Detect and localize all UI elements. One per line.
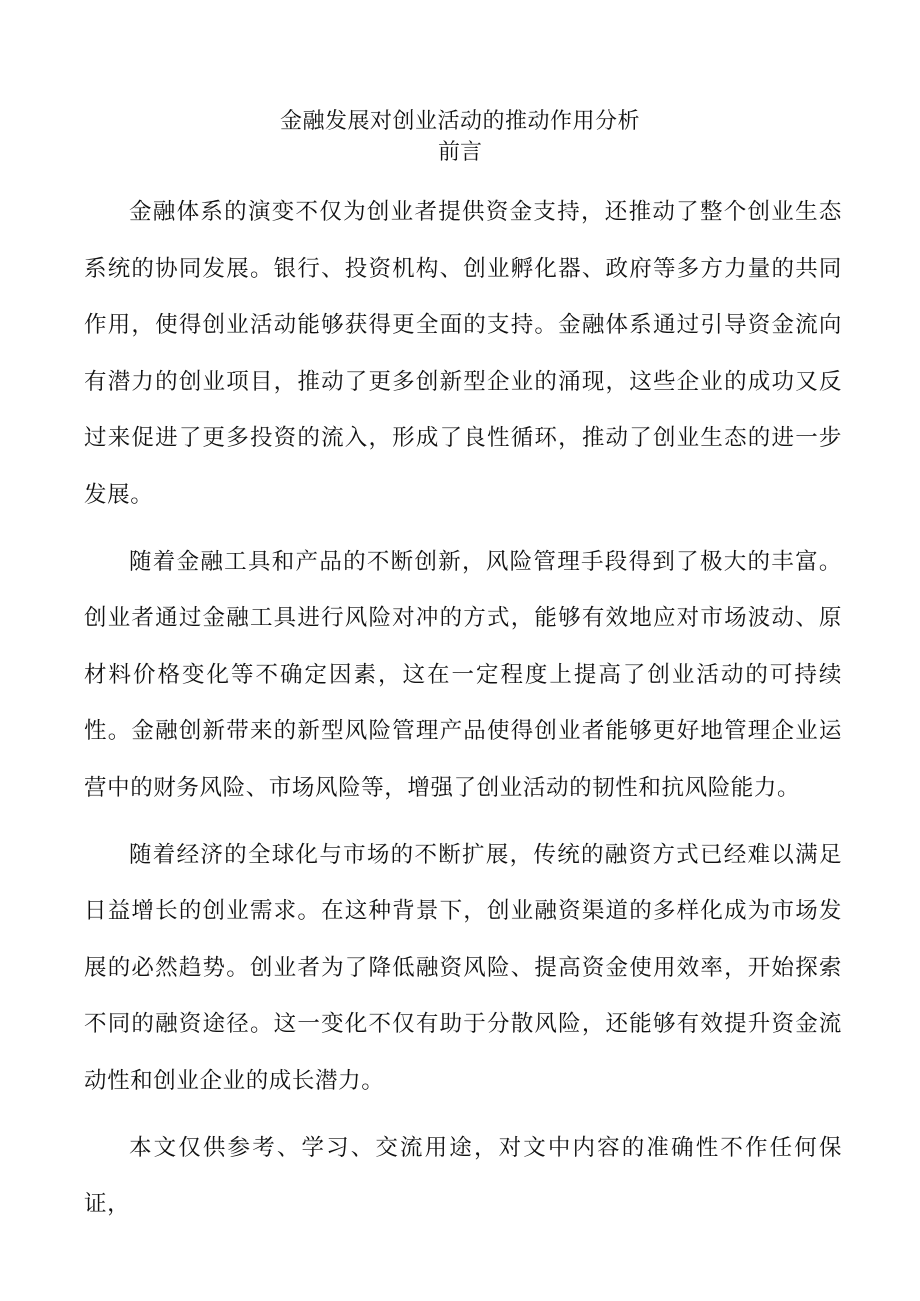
section-heading-preface: 前言 bbox=[437, 140, 482, 165]
paragraph-3: 随着经济的全球化与市场的不断扩展，传统的融资方式已经难以满足日益增长的创业需求。在这种背景下，创业融资渠道的多样化成为市场发展的必然趋势。创业者为了降低融资风险、提高资金使用效率，开始探索不同的融资途径。这一变化不仅有助于分散风险，还能够有效提升资金流动性和创业企业的成长潜力。 bbox=[84, 841, 842, 1094]
paragraph-1: 金融体系的演变不仅为创业者提供资金支持，还推动了整个创业生态系统的协同发展。银行、投资机构、创业孵化器、政府等多方力量的共同作用，使得创业活动能够获得更全面的支持。金融体系通过引导资金流向有潜力的创业项目，推动了更多创新型企业的涌现，这些企业的成功又反过来促进了更多投资的流入，形成了良性循环，推动了创业生态的进一步发展。 bbox=[84, 199, 842, 508]
document-title: 金融发展对创业活动的推动作用分析 bbox=[279, 109, 640, 134]
paragraph-4: 本文仅供参考、学习、交流用途，对文中内容的准确性不作任何保证， bbox=[84, 1134, 842, 1218]
document-body bbox=[84, 184, 842, 1243]
paragraph-2: 随着金融工具和产品的不断创新，风险管理手段得到了极大的丰富。创业者通过金融工具进行风险对冲的方式，能够有效地应对市场波动、原材料价格变化等不确定因素，这在一定程度上提高了创业活动的可持续性。金融创新带来的新型风险管理产品使得创业者能够更好地管理企业运营中的财务风险、市场风险等，增强了创业活动的韧性和抗风险能力。 bbox=[84, 548, 842, 801]
